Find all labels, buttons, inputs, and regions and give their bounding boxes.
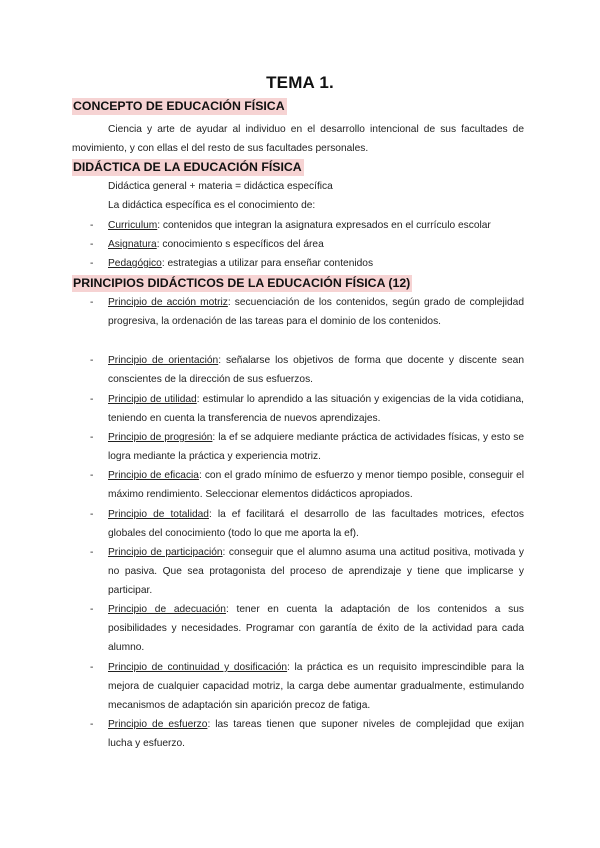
page-title: TEMA 1. bbox=[266, 73, 334, 92]
list-item-curriculum bbox=[90, 216, 524, 235]
principio-text: : tener en cuenta la adaptación de los contenidos a sus posibilidades y necesidades. Programar con garantía de éxito de la actividad para cada alumno. bbox=[108, 604, 524, 654]
principio-term: Principio de adecuación bbox=[108, 604, 226, 615]
list-item-pedagogico bbox=[90, 254, 524, 273]
principio-totalidad bbox=[90, 505, 524, 543]
principio-text: : conseguir que el alumno asuma una actitud positiva, motivada y no pasiva. Que sea protagonista del proceso de aprendizaje y tiene que implicarse y participar. bbox=[108, 547, 524, 597]
principio-continuidad bbox=[90, 658, 524, 716]
principio-term: Principio de orientación bbox=[108, 355, 219, 366]
term-curriculum: Curriculum bbox=[108, 220, 158, 231]
list-dash: - bbox=[90, 432, 94, 443]
principio-esfuerzo bbox=[90, 715, 524, 753]
didactica-line-2: La didáctica específica es el conocimiento de: bbox=[108, 200, 316, 211]
principio-text: : señalarse los objetivos de forma que docente y discente sean conscientes de la dirección de sus esfuerzos. bbox=[108, 355, 524, 386]
principio-accion-motriz bbox=[90, 293, 524, 331]
principio-adecuacion bbox=[90, 600, 524, 658]
list-dash: - bbox=[90, 470, 94, 481]
list-dash: - bbox=[90, 355, 94, 366]
list-dash: - bbox=[90, 394, 94, 405]
principio-text: : la ef facilitará el desarrollo de las facultades motrices, efectos globales del conocimiento (todo lo que me aporta la ef). bbox=[108, 509, 525, 540]
concepto-paragraph: Ciencia y arte de ayudar al individuo en el desarrollo intencional de sus facultades de movimiento, y con ellas el del resto de sus facultades personales. bbox=[72, 124, 524, 154]
heading-concepto: CONCEPTO DE EDUCACIÓN FÍSICA bbox=[73, 99, 285, 113]
list-item-asignatura bbox=[90, 235, 524, 254]
item-text: : estrategias a utilizar para enseñar contenidos bbox=[161, 258, 374, 269]
principio-text: : la ef se adquiere mediante práctica de actividades físicas, y esto se logra mediante la práctica y experiencia motriz. bbox=[108, 432, 525, 463]
principio-term: Principio de esfuerzo bbox=[108, 719, 208, 730]
principio-text: : la práctica es un requisito imprescindible para la mejora de cualquier capacidad motriz, la carga debe aumentar gradualmente, estimulando mecanismos de adaptación sin aparición precoz de fatiga. bbox=[108, 662, 524, 712]
list-dash: - bbox=[90, 220, 94, 231]
principio-term: Principio de progresión bbox=[108, 432, 213, 443]
list-dash: - bbox=[90, 662, 94, 673]
item-text: : conocimiento s específicos del área bbox=[156, 239, 324, 250]
principio-utilidad bbox=[90, 390, 524, 428]
principio-participacion bbox=[90, 543, 524, 601]
heading-didactica: DIDÁCTICA DE LA EDUCACIÓN FÍSICA bbox=[73, 160, 302, 174]
heading-principios: PRINCIPIOS DIDÁCTICOS DE LA EDUCACIÓN FÍSICA (12) bbox=[73, 276, 411, 290]
list-dash: - bbox=[90, 239, 94, 250]
principio-progresion bbox=[90, 428, 524, 466]
term-asignatura: Asignatura bbox=[108, 239, 157, 250]
principio-text: : secuenciación de los contenidos, según grado de complejidad progresiva, la ordenación de las tareas para el dominio de los contenidos. bbox=[108, 297, 524, 328]
list-dash: - bbox=[90, 547, 94, 558]
principio-eficacia bbox=[90, 466, 524, 504]
principio-orientacion bbox=[90, 351, 524, 389]
item-text: : contenidos que integran la asignatura expresados en el currículo escolar bbox=[157, 220, 491, 231]
list-dash: - bbox=[90, 509, 94, 520]
principio-term: Principio de acción motriz bbox=[108, 297, 228, 308]
principio-text: : las tareas tienen que suponer niveles de complejidad que exijan lucha y esfuerzo. bbox=[108, 719, 524, 750]
list-dash: - bbox=[90, 258, 94, 269]
principio-term: Principio de participación bbox=[108, 547, 223, 558]
principio-term: Principio de eficacia bbox=[108, 470, 199, 481]
term-pedagogico: Pedagógico bbox=[108, 258, 162, 269]
principio-term: Principio de totalidad bbox=[108, 509, 209, 520]
principio-term: Principio de utilidad bbox=[108, 394, 197, 405]
didactica-line-1: Didáctica general + materia = didáctica específica bbox=[108, 181, 333, 192]
list-dash: - bbox=[90, 297, 94, 308]
principio-term: Principio de continuidad y dosificación bbox=[108, 662, 288, 673]
list-dash: - bbox=[90, 604, 94, 615]
principio-text: : con el grado mínimo de esfuerzo y menor tiempo posible, conseguir el máximo rendimiento. Seleccionar elementos didácticos apropiados. bbox=[108, 470, 524, 501]
principio-text: : estimular lo aprendido a las situación y exigencias de la vida cotidiana, teniendo en cuenta la transferencia de nuevos aprendizajes. bbox=[108, 394, 524, 425]
list-dash: - bbox=[90, 719, 94, 730]
